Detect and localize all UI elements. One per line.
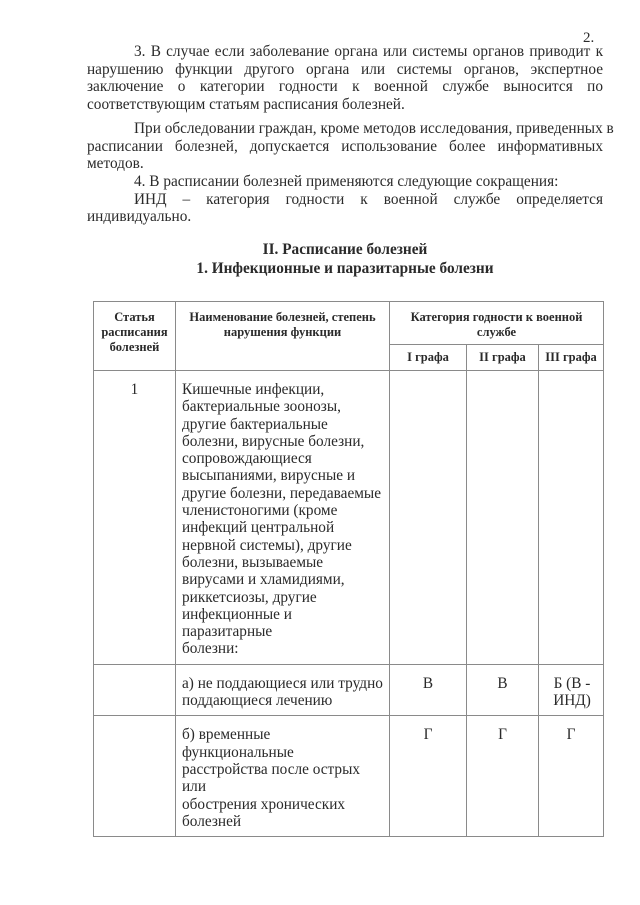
table-row [94,371,604,665]
disease-name-line: членистоногими (кроме [182,502,338,520]
disease-name-line: поддающиеся лечению [182,692,333,710]
disease-name-line: б) временные функциональные [182,726,294,761]
section-headings [87,240,603,278]
grade-1-cell: В [390,664,467,716]
grade-3-cell [539,371,604,665]
disease-name-line: инфекционные и паразитарные [182,605,292,641]
body-text [87,43,614,226]
grade-2-cell: Г [467,716,539,837]
grade-3-cell: Б (В - ИНД) [539,664,604,716]
disease-name-line: а) не поддающиеся или трудно [182,674,383,692]
text-line: методов. [87,155,144,173]
section-title: II. Расписание болезней [262,241,428,258]
disease-name-cell [176,664,390,716]
article-cell: 1 [94,371,176,665]
disease-name-line: другие болезни, передаваемые [182,484,381,502]
disease-name-line: болезни, вызываемые [182,553,324,571]
header-col1: I графа [390,345,467,371]
grade-1-cell: Г [390,716,467,837]
disease-name-cell [176,716,390,837]
disease-name-cell [176,371,390,665]
disease-schedule-table [93,301,604,837]
article-cell [94,664,176,716]
paragraph [87,119,614,173]
disease-name-line: болезней [182,812,242,830]
disease-name-line: болезни: [182,640,239,658]
paragraph [87,43,603,114]
disease-name-line: вирусами и хламидиями, [182,571,345,589]
table-row [94,664,604,716]
text-line: ИНД – категория годности к военной службе определяется [134,190,603,208]
grade-1-cell [390,371,467,665]
disease-name-line: сопровождающиеся [182,450,312,468]
grade-2-cell: В [467,664,539,716]
text-line: 3. В случае если заболевание органа или системы органов приводит к [134,43,603,60]
disease-name-line: болезни, вирусные болезни, [182,432,365,450]
text-line: заключение о категории годности к военной службе выносится по [87,78,603,96]
header-article: Статья расписания болезней [94,302,176,371]
page-number: 2. [583,30,595,46]
header-col2: II графа [467,345,539,371]
text-line: При обследовании граждан, кроме методов исследования, приведенных в [134,119,614,137]
header-category: Категория годности к военной службе [390,302,604,345]
disease-name-line: риккетсиозы, другие [182,588,317,606]
paragraph [87,191,603,226]
text-line: соответствующим статьям расписания болезней. [87,96,405,114]
disease-name-line: инфекций центральной [182,519,335,537]
disease-name-line: высыпаниями, вирусные и [182,467,356,485]
paragraph [87,173,603,191]
text-line: 4. В расписании болезней применяются следующие сокращения: [134,172,559,190]
text-line: нарушению функции другого органа или системы органов, экспертное [87,60,603,78]
disease-name-line: нервной системы), другие [182,536,352,554]
disease-name-line: Кишечные инфекции, [182,381,325,398]
subsection-title: 1. Инфекционные и паразитарные болезни [196,260,494,277]
grade-3-cell: Г [539,716,604,837]
disease-name-line: обострения хронических [182,795,346,813]
text-line: расписании болезней, допускается использование более информативных [87,137,603,155]
grade-2-cell [467,371,539,665]
text-line: индивидуально. [87,208,192,226]
disease-name-line: бактериальные зоонозы, [182,398,341,416]
disease-name-line: расстройства после острых или [182,760,360,796]
header-col3: III графа [539,345,604,371]
table-row [94,716,604,837]
header-name: Наименование болезней, степень нарушения функции [176,302,390,371]
article-cell [94,716,176,837]
disease-name-line: другие бактериальные [182,415,328,433]
